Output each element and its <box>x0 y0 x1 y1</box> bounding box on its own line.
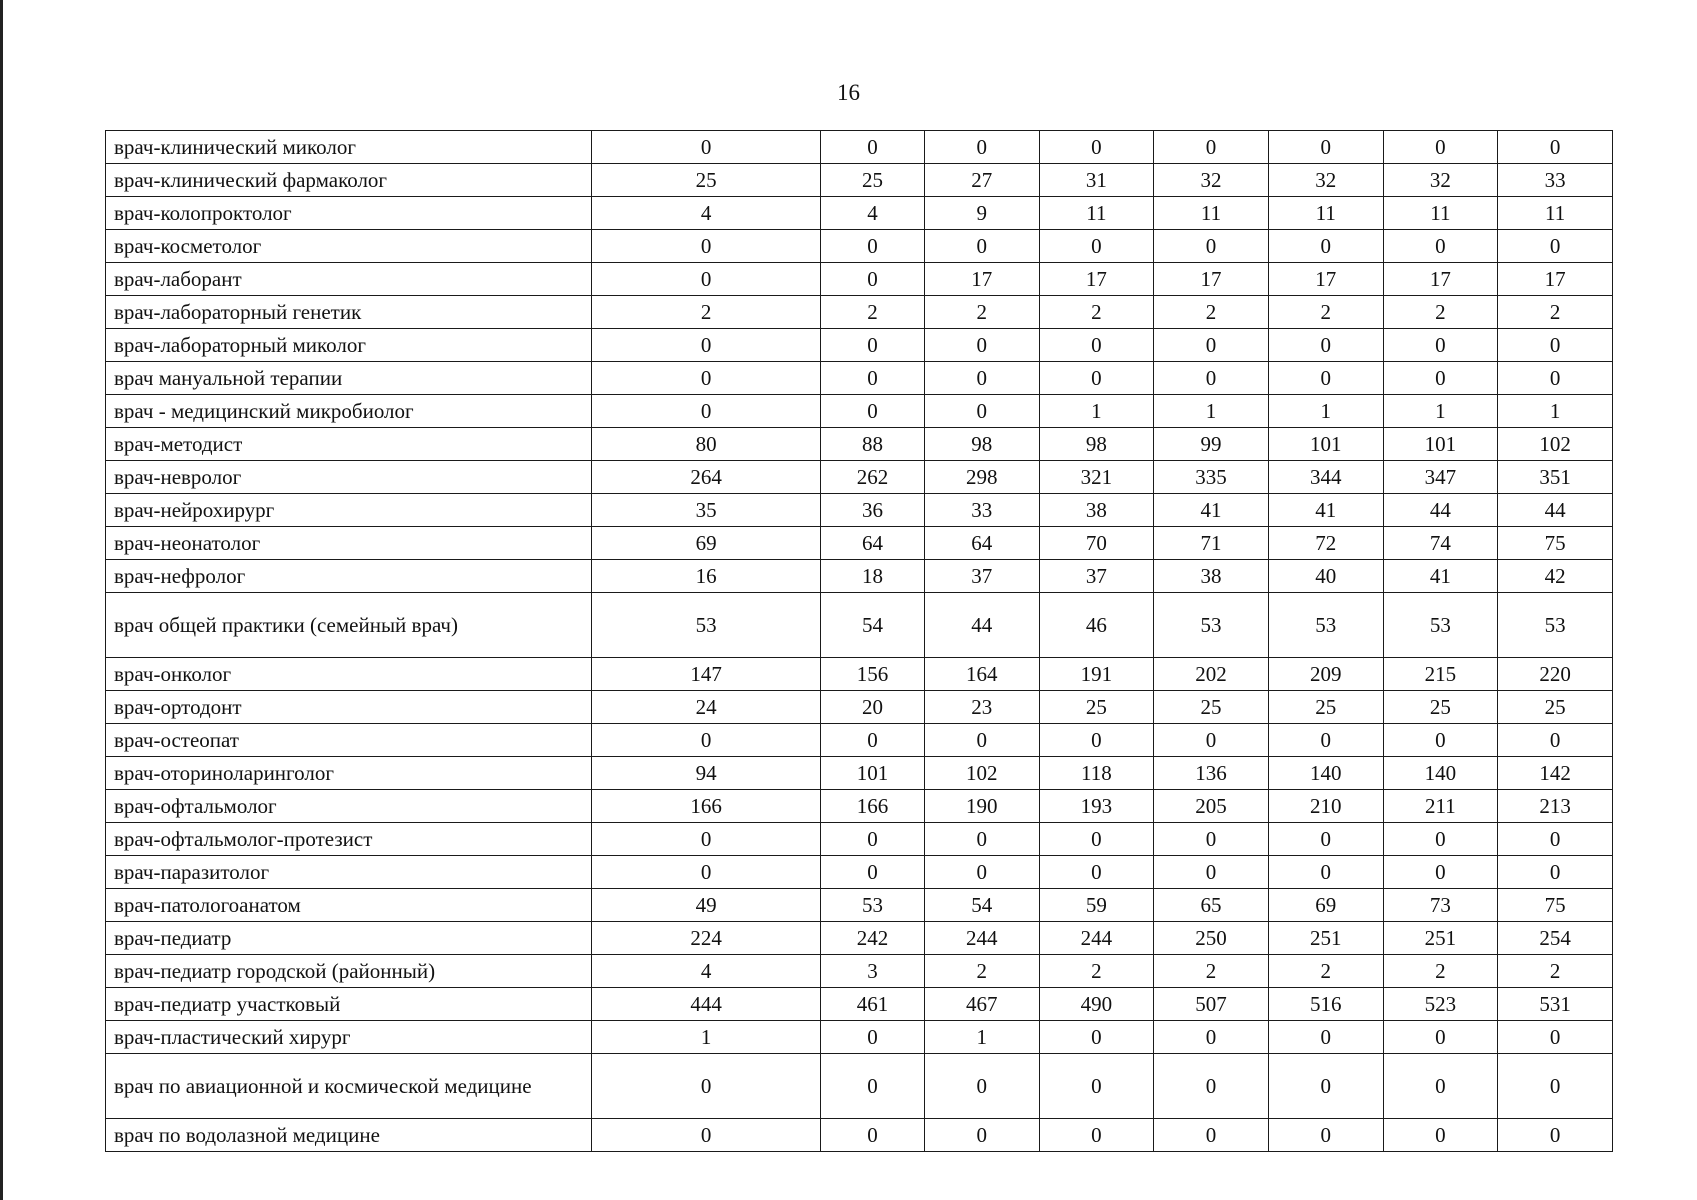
table-row <box>106 823 1613 856</box>
value-cell: 347 <box>1383 461 1498 494</box>
value-cell: 38 <box>1154 560 1269 593</box>
value-cell: 0 <box>1268 856 1383 889</box>
value-cell: 2 <box>1383 955 1498 988</box>
value-cell: 64 <box>821 527 925 560</box>
value-cell: 53 <box>591 593 820 658</box>
value-cell: 0 <box>1383 1054 1498 1119</box>
value-cell: 17 <box>1154 263 1269 296</box>
specialty-name-cell: врач-лаборант <box>106 263 592 296</box>
value-cell: 0 <box>1154 856 1269 889</box>
value-cell: 0 <box>821 329 925 362</box>
table-row <box>106 658 1613 691</box>
value-cell: 18 <box>821 560 925 593</box>
value-cell: 0 <box>821 724 925 757</box>
value-cell: 0 <box>1498 1119 1613 1152</box>
value-cell: 191 <box>1039 658 1154 691</box>
value-cell: 1 <box>1039 395 1154 428</box>
value-cell: 0 <box>1154 724 1269 757</box>
value-cell: 0 <box>821 1021 925 1054</box>
value-cell: 53 <box>1498 593 1613 658</box>
value-cell: 251 <box>1383 922 1498 955</box>
value-cell: 73 <box>1383 889 1498 922</box>
value-cell: 0 <box>1383 362 1498 395</box>
table-row <box>106 461 1613 494</box>
value-cell: 0 <box>1268 1119 1383 1152</box>
value-cell: 3 <box>821 955 925 988</box>
value-cell: 202 <box>1154 658 1269 691</box>
value-cell: 0 <box>1268 724 1383 757</box>
value-cell: 156 <box>821 658 925 691</box>
table-row <box>106 164 1613 197</box>
table-row <box>106 263 1613 296</box>
specialty-name-cell: врач-клинический миколог <box>106 131 592 164</box>
table-row <box>106 428 1613 461</box>
value-cell: 0 <box>1154 1054 1269 1119</box>
value-cell: 0 <box>821 856 925 889</box>
value-cell: 102 <box>1498 428 1613 461</box>
value-cell: 0 <box>924 395 1039 428</box>
value-cell: 1 <box>1154 395 1269 428</box>
value-cell: 0 <box>821 1119 925 1152</box>
value-cell: 118 <box>1039 757 1154 790</box>
value-cell: 0 <box>1498 131 1613 164</box>
value-cell: 53 <box>1268 593 1383 658</box>
value-cell: 0 <box>1383 856 1498 889</box>
value-cell: 101 <box>1383 428 1498 461</box>
value-cell: 0 <box>591 263 820 296</box>
table-row <box>106 1021 1613 1054</box>
table-row <box>106 1054 1613 1119</box>
value-cell: 25 <box>1498 691 1613 724</box>
value-cell: 25 <box>1383 691 1498 724</box>
value-cell: 516 <box>1268 988 1383 1021</box>
specialty-name-cell: врач-нейрохирург <box>106 494 592 527</box>
value-cell: 0 <box>1154 823 1269 856</box>
specialty-name-cell: врач-педиатр <box>106 922 592 955</box>
value-cell: 0 <box>821 263 925 296</box>
value-cell: 2 <box>1039 955 1154 988</box>
value-cell: 25 <box>591 164 820 197</box>
value-cell: 0 <box>1498 856 1613 889</box>
value-cell: 16 <box>591 560 820 593</box>
value-cell: 0 <box>1039 1021 1154 1054</box>
value-cell: 38 <box>1039 494 1154 527</box>
value-cell: 17 <box>1268 263 1383 296</box>
value-cell: 2 <box>1268 955 1383 988</box>
value-cell: 27 <box>924 164 1039 197</box>
value-cell: 17 <box>1039 263 1154 296</box>
value-cell: 0 <box>1268 329 1383 362</box>
value-cell: 32 <box>1268 164 1383 197</box>
value-cell: 102 <box>924 757 1039 790</box>
value-cell: 0 <box>924 823 1039 856</box>
value-cell: 2 <box>1383 296 1498 329</box>
value-cell: 25 <box>1039 691 1154 724</box>
table-row <box>106 494 1613 527</box>
value-cell: 467 <box>924 988 1039 1021</box>
value-cell: 0 <box>591 823 820 856</box>
value-cell: 53 <box>1383 593 1498 658</box>
specialty-name-cell: врач по водолазной медицине <box>106 1119 592 1152</box>
value-cell: 0 <box>1039 230 1154 263</box>
value-cell: 0 <box>1268 823 1383 856</box>
value-cell: 74 <box>1383 527 1498 560</box>
value-cell: 0 <box>1383 1119 1498 1152</box>
specialty-name-cell: врач-онколог <box>106 658 592 691</box>
value-cell: 75 <box>1498 527 1613 560</box>
value-cell: 41 <box>1383 560 1498 593</box>
page-number: 16 <box>837 80 860 105</box>
value-cell: 0 <box>1383 131 1498 164</box>
table-row <box>106 1119 1613 1152</box>
value-cell: 250 <box>1154 922 1269 955</box>
table-row <box>106 790 1613 823</box>
value-cell: 0 <box>821 131 925 164</box>
value-cell: 54 <box>821 593 925 658</box>
value-cell: 444 <box>591 988 820 1021</box>
value-cell: 4 <box>591 955 820 988</box>
specialty-name-cell: врач по авиационной и космической медицине <box>106 1054 592 1119</box>
value-cell: 0 <box>924 362 1039 395</box>
value-cell: 211 <box>1383 790 1498 823</box>
specialty-name-cell: врач-нефролог <box>106 560 592 593</box>
value-cell: 4 <box>821 197 925 230</box>
value-cell: 17 <box>1498 263 1613 296</box>
value-cell: 0 <box>1154 362 1269 395</box>
value-cell: 11 <box>1154 197 1269 230</box>
value-cell: 0 <box>1039 856 1154 889</box>
value-cell: 507 <box>1154 988 1269 1021</box>
value-cell: 0 <box>924 329 1039 362</box>
value-cell: 140 <box>1383 757 1498 790</box>
value-cell: 0 <box>591 1054 820 1119</box>
value-cell: 244 <box>924 922 1039 955</box>
value-cell: 25 <box>1154 691 1269 724</box>
value-cell: 11 <box>1383 197 1498 230</box>
value-cell: 0 <box>1154 1119 1269 1152</box>
value-cell: 351 <box>1498 461 1613 494</box>
value-cell: 209 <box>1268 658 1383 691</box>
value-cell: 0 <box>1268 230 1383 263</box>
value-cell: 0 <box>591 1119 820 1152</box>
table-row <box>106 856 1613 889</box>
value-cell: 0 <box>924 724 1039 757</box>
value-cell: 0 <box>1383 230 1498 263</box>
value-cell: 0 <box>1039 724 1154 757</box>
value-cell: 242 <box>821 922 925 955</box>
value-cell: 0 <box>591 131 820 164</box>
value-cell: 2 <box>1154 955 1269 988</box>
value-cell: 0 <box>1268 1054 1383 1119</box>
value-cell: 136 <box>1154 757 1269 790</box>
table-row <box>106 988 1613 1021</box>
value-cell: 490 <box>1039 988 1154 1021</box>
value-cell: 0 <box>924 230 1039 263</box>
value-cell: 2 <box>1268 296 1383 329</box>
value-cell: 0 <box>591 395 820 428</box>
specialty-name-cell: врач-оториноларинголог <box>106 757 592 790</box>
value-cell: 244 <box>1039 922 1154 955</box>
value-cell: 461 <box>821 988 925 1021</box>
value-cell: 98 <box>924 428 1039 461</box>
value-cell: 0 <box>591 230 820 263</box>
value-cell: 298 <box>924 461 1039 494</box>
value-cell: 0 <box>1383 823 1498 856</box>
value-cell: 0 <box>1268 1021 1383 1054</box>
table-row <box>106 527 1613 560</box>
table-row <box>106 922 1613 955</box>
value-cell: 53 <box>1154 593 1269 658</box>
specialty-name-cell: врач-клинический фармаколог <box>106 164 592 197</box>
value-cell: 262 <box>821 461 925 494</box>
value-cell: 44 <box>1498 494 1613 527</box>
value-cell: 0 <box>1039 823 1154 856</box>
value-cell: 23 <box>924 691 1039 724</box>
value-cell: 1 <box>1498 395 1613 428</box>
value-cell: 25 <box>1268 691 1383 724</box>
value-cell: 17 <box>1383 263 1498 296</box>
value-cell: 142 <box>1498 757 1613 790</box>
value-cell: 98 <box>1039 428 1154 461</box>
value-cell: 37 <box>1039 560 1154 593</box>
value-cell: 0 <box>1383 329 1498 362</box>
specialty-name-cell: врач-педиатр городской (районный) <box>106 955 592 988</box>
value-cell: 0 <box>1498 1054 1613 1119</box>
value-cell: 0 <box>821 823 925 856</box>
value-cell: 1 <box>591 1021 820 1054</box>
value-cell: 0 <box>1039 362 1154 395</box>
value-cell: 72 <box>1268 527 1383 560</box>
staffing-table <box>105 130 1613 1152</box>
value-cell: 101 <box>1268 428 1383 461</box>
value-cell: 0 <box>591 329 820 362</box>
value-cell: 80 <box>591 428 820 461</box>
specialty-name-cell: врач-офтальмолог <box>106 790 592 823</box>
table-row <box>106 230 1613 263</box>
table-body <box>106 131 1613 1152</box>
value-cell: 49 <box>591 889 820 922</box>
value-cell: 0 <box>1498 724 1613 757</box>
value-cell: 42 <box>1498 560 1613 593</box>
value-cell: 220 <box>1498 658 1613 691</box>
specialty-name-cell: врач-ортодонт <box>106 691 592 724</box>
value-cell: 0 <box>591 856 820 889</box>
value-cell: 75 <box>1498 889 1613 922</box>
value-cell: 2 <box>1498 955 1613 988</box>
value-cell: 9 <box>924 197 1039 230</box>
value-cell: 254 <box>1498 922 1613 955</box>
value-cell: 32 <box>1383 164 1498 197</box>
value-cell: 140 <box>1268 757 1383 790</box>
value-cell: 344 <box>1268 461 1383 494</box>
value-cell: 70 <box>1039 527 1154 560</box>
table-row <box>106 593 1613 658</box>
value-cell: 69 <box>1268 889 1383 922</box>
value-cell: 37 <box>924 560 1039 593</box>
value-cell: 251 <box>1268 922 1383 955</box>
value-cell: 0 <box>1154 1021 1269 1054</box>
table-row <box>106 296 1613 329</box>
value-cell: 264 <box>591 461 820 494</box>
value-cell: 54 <box>924 889 1039 922</box>
value-cell: 0 <box>591 724 820 757</box>
value-cell: 224 <box>591 922 820 955</box>
value-cell: 64 <box>924 527 1039 560</box>
value-cell: 0 <box>1268 362 1383 395</box>
specialty-name-cell: врач-косметолог <box>106 230 592 263</box>
value-cell: 0 <box>1154 131 1269 164</box>
value-cell: 0 <box>1039 1119 1154 1152</box>
value-cell: 65 <box>1154 889 1269 922</box>
value-cell: 2 <box>591 296 820 329</box>
specialty-name-cell: врач-колопроктолог <box>106 197 592 230</box>
value-cell: 0 <box>1383 724 1498 757</box>
specialty-name-cell: врач-лабораторный генетик <box>106 296 592 329</box>
value-cell: 0 <box>1154 230 1269 263</box>
table-row <box>106 691 1613 724</box>
value-cell: 0 <box>1039 329 1154 362</box>
value-cell: 531 <box>1498 988 1613 1021</box>
value-cell: 1 <box>924 1021 1039 1054</box>
specialty-name-cell: врач-методист <box>106 428 592 461</box>
table-row <box>106 395 1613 428</box>
value-cell: 99 <box>1154 428 1269 461</box>
value-cell: 0 <box>1498 1021 1613 1054</box>
value-cell: 0 <box>1498 230 1613 263</box>
value-cell: 166 <box>821 790 925 823</box>
value-cell: 32 <box>1154 164 1269 197</box>
value-cell: 0 <box>821 362 925 395</box>
value-cell: 0 <box>1039 1054 1154 1119</box>
value-cell: 2 <box>924 955 1039 988</box>
value-cell: 41 <box>1268 494 1383 527</box>
table-row <box>106 560 1613 593</box>
table-row <box>106 889 1613 922</box>
table-row <box>106 131 1613 164</box>
table-row <box>106 197 1613 230</box>
value-cell: 0 <box>924 1119 1039 1152</box>
specialty-name-cell: врач общей практики (семейный врач) <box>106 593 592 658</box>
value-cell: 147 <box>591 658 820 691</box>
value-cell: 17 <box>924 263 1039 296</box>
specialty-name-cell: врач мануальной терапии <box>106 362 592 395</box>
value-cell: 25 <box>821 164 925 197</box>
value-cell: 2 <box>924 296 1039 329</box>
table-row <box>106 362 1613 395</box>
value-cell: 2 <box>1039 296 1154 329</box>
value-cell: 20 <box>821 691 925 724</box>
value-cell: 0 <box>1498 362 1613 395</box>
value-cell: 24 <box>591 691 820 724</box>
value-cell: 335 <box>1154 461 1269 494</box>
specialty-name-cell: врач-остеопат <box>106 724 592 757</box>
value-cell: 0 <box>1498 823 1613 856</box>
value-cell: 0 <box>1039 131 1154 164</box>
value-cell: 0 <box>821 1054 925 1119</box>
value-cell: 0 <box>591 362 820 395</box>
value-cell: 1 <box>1383 395 1498 428</box>
value-cell: 0 <box>924 131 1039 164</box>
value-cell: 4 <box>591 197 820 230</box>
value-cell: 2 <box>1154 296 1269 329</box>
value-cell: 0 <box>1154 329 1269 362</box>
value-cell: 210 <box>1268 790 1383 823</box>
value-cell: 215 <box>1383 658 1498 691</box>
value-cell: 0 <box>924 1054 1039 1119</box>
specialty-name-cell: врач-офтальмолог-протезист <box>106 823 592 856</box>
value-cell: 193 <box>1039 790 1154 823</box>
value-cell: 101 <box>821 757 925 790</box>
value-cell: 0 <box>821 230 925 263</box>
value-cell: 31 <box>1039 164 1154 197</box>
value-cell: 205 <box>1154 790 1269 823</box>
value-cell: 41 <box>1154 494 1269 527</box>
value-cell: 59 <box>1039 889 1154 922</box>
value-cell: 523 <box>1383 988 1498 1021</box>
table-row <box>106 329 1613 362</box>
value-cell: 190 <box>924 790 1039 823</box>
value-cell: 35 <box>591 494 820 527</box>
value-cell: 36 <box>821 494 925 527</box>
value-cell: 44 <box>1383 494 1498 527</box>
value-cell: 11 <box>1268 197 1383 230</box>
value-cell: 0 <box>1268 131 1383 164</box>
value-cell: 33 <box>924 494 1039 527</box>
value-cell: 0 <box>924 856 1039 889</box>
value-cell: 321 <box>1039 461 1154 494</box>
value-cell: 71 <box>1154 527 1269 560</box>
specialty-name-cell: врач-пластический хирург <box>106 1021 592 1054</box>
value-cell: 2 <box>1498 296 1613 329</box>
value-cell: 88 <box>821 428 925 461</box>
value-cell: 40 <box>1268 560 1383 593</box>
value-cell: 0 <box>1383 1021 1498 1054</box>
value-cell: 2 <box>821 296 925 329</box>
specialty-name-cell: врач-паразитолог <box>106 856 592 889</box>
value-cell: 44 <box>924 593 1039 658</box>
value-cell: 69 <box>591 527 820 560</box>
specialty-name-cell: врач-невролог <box>106 461 592 494</box>
specialty-name-cell: врач-неонатолог <box>106 527 592 560</box>
value-cell: 166 <box>591 790 820 823</box>
value-cell: 0 <box>821 395 925 428</box>
value-cell: 53 <box>821 889 925 922</box>
value-cell: 164 <box>924 658 1039 691</box>
specialty-name-cell: врач - медицинский микробиолог <box>106 395 592 428</box>
specialty-name-cell: врач-патологоанатом <box>106 889 592 922</box>
value-cell: 0 <box>1498 329 1613 362</box>
table-row <box>106 955 1613 988</box>
specialty-name-cell: врач-педиатр участковый <box>106 988 592 1021</box>
value-cell: 11 <box>1498 197 1613 230</box>
value-cell: 11 <box>1039 197 1154 230</box>
table-row <box>106 724 1613 757</box>
page-left-edge <box>0 0 3 1200</box>
specialty-name-cell: врач-лабораторный миколог <box>106 329 592 362</box>
value-cell: 33 <box>1498 164 1613 197</box>
table-row <box>106 757 1613 790</box>
value-cell: 1 <box>1268 395 1383 428</box>
value-cell: 213 <box>1498 790 1613 823</box>
value-cell: 94 <box>591 757 820 790</box>
value-cell: 46 <box>1039 593 1154 658</box>
